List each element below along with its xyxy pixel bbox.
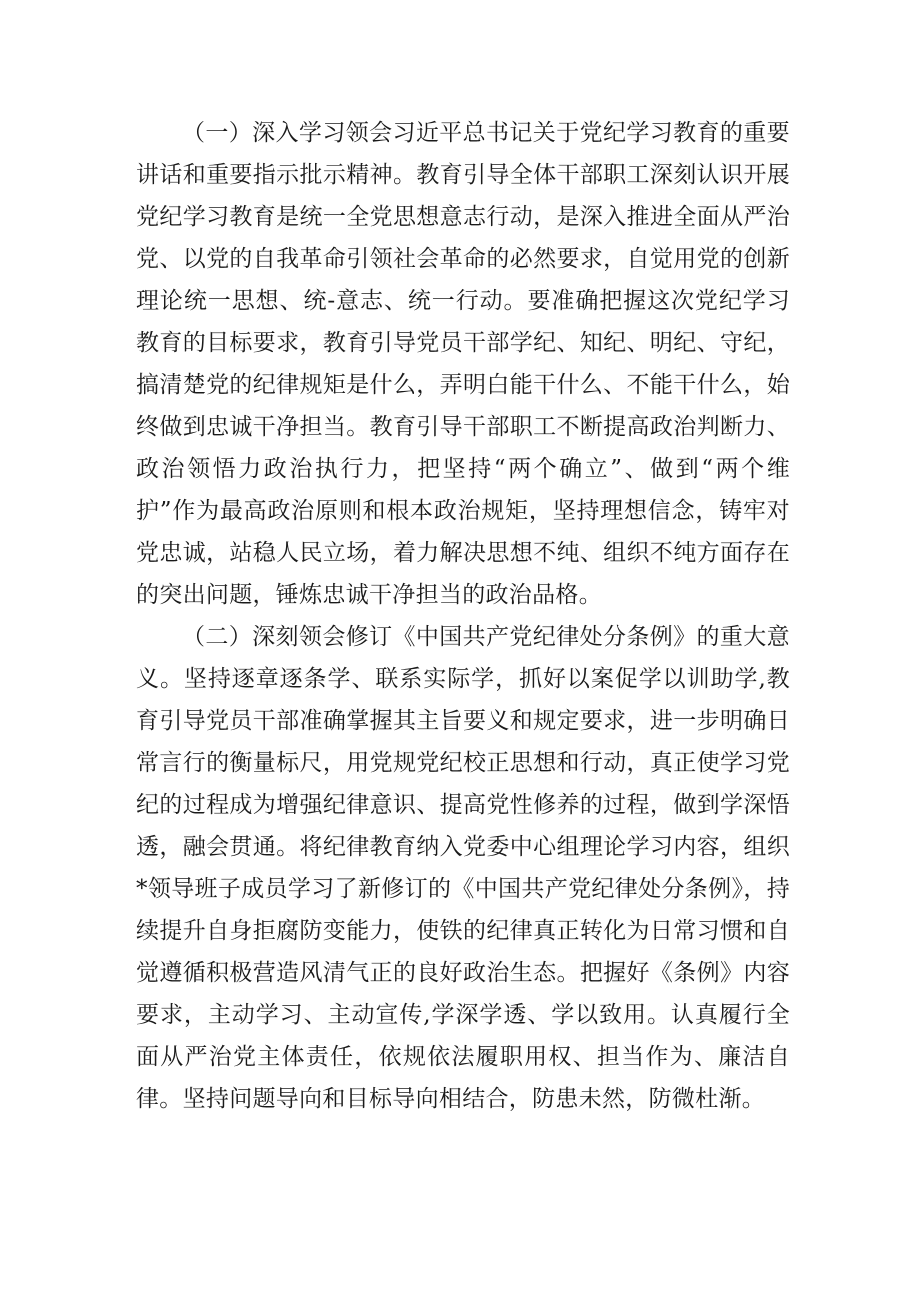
paragraph-2: （二）深刻领会修订《中国共产党纪律处分条例》的重大意义。坚持逐章逐条学、联系实际学，抓好以案促学以训助学,教育引导党员干部准确掌握其主旨要义和规定要求，进一步明确日常言行的衡量标尺，用党规党纪校正思想和行动，真正使学习党纪的过程成为增强纪律意识、提高党性修养的过程，做到学深悟透，融会贯通。将纪律教育纳入党委中心组理论学习内容，组织*领导班子成员学习了新修订的《中国共产党纪律处分条例》，持续提升自身拒腐防变能力，使铁的纪律真正转化为日常习惯和自觉遵循积极营造风清气正的良好政治生态。把握好《条例》内容要求，主动学习、主动宣传,学深学透、学以致用。认真履行全面从严治党主体责任，依规依法履职用权、担当作为、廉洁自律。坚持问题导向和目标导向相结合，防患未然，防微杜渐。	[136, 624, 790, 1112]
paragraph-1: （一）深入学习领会习近平总书记关于党纪学习教育的重要讲话和重要指示批示精神。教育引导全体干部职工深刻认识开展党纪学习教育是统一全党思想意志行动，是深入推进全面从严治党、以党的自我革命引领社会革命的必然要求，自觉用党的创新理论统一思想、统-意志、统一行动。要准确把握这次党纪学习教育的目标要求，教育引导党员干部学纪、知纪、明纪、守纪，搞清楚党的纪律规矩是什么，弄明白能干什么、不能干什么，始终做到忠诚干净担当。教育引导干部职工不断提高政治判断力、政治领悟力政治执行力，把坚持“两个确立”、做到“两个维护”作为最高政治原则和根本政治规矩，坚持理想信念，铸牢对党忠诚，站稳人民立场，着力解决思想不纯、组织不纯方面存在的突出问题，锤炼忠诚干净担当的政治品格。	[136, 120, 790, 608]
document-body	[136, 112, 790, 1120]
